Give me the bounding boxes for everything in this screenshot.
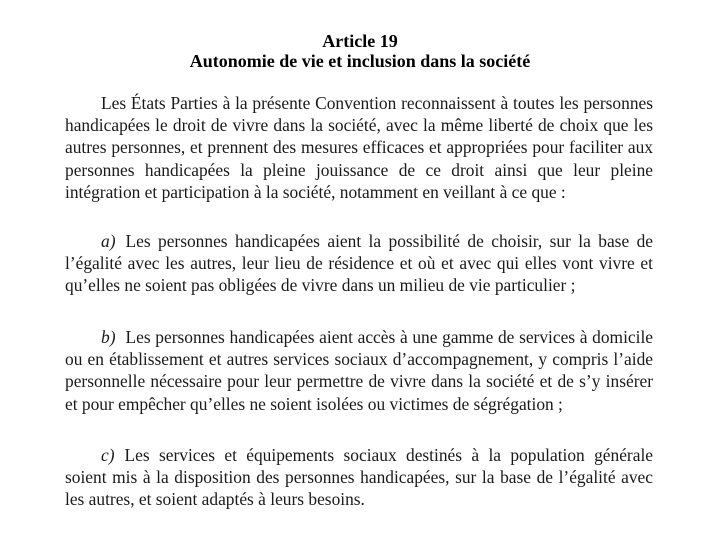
list-item-a-text: Les personnes handicapées aient la possibilité de choisir, sur la base de l’égalité avec les autres, leur lieu de résidence et où et avec qui elles vont vivre et qu’elles ne soient pas obligées de vivre dans un milieu de vie particulier ; xyxy=(65,231,653,296)
list-item-b-text: Les personnes handicapées aient accès à une gamme de services à domicile ou en établissement et autres services sociaux d’accompagnement, y compris l’aide personnelle nécessaire pour leur permettre de vivre dans la société et de s’y insérer et pour empêcher qu’elles ne soient isolées ou victimes de ségrégation ; xyxy=(65,327,653,414)
list-marker-a: a) xyxy=(101,231,116,251)
list-item-b xyxy=(65,326,653,415)
list-marker-b: b) xyxy=(101,327,116,347)
list-item-a xyxy=(65,230,653,297)
article-title: Autonomie de vie et inclusion dans la société xyxy=(189,51,531,71)
intro-paragraph: Les États Parties à la présente Convention reconnaissent à toutes les personnes handicapées le droit de vivre dans la société, avec la même liberté de choix que les autres personnes, et prennent des mesures efficaces et appropriées pour faciliter aux personnes handicapées la pleine jouissance de ce droit ainsi que leur pleine intégration et participation à la société, notamment en veillant à ce que : xyxy=(65,93,653,202)
list-item-c-text: Les services et équipements sociaux destinés à la population générale soient mis à la disposition des personnes handicapées, sur la base de l’égalité avec les autres, et soient adaptés à leurs besoins. xyxy=(65,445,653,510)
article-number: Article 19 xyxy=(322,31,398,51)
list-marker-c: c) xyxy=(101,445,115,465)
list-item-c xyxy=(65,444,653,511)
